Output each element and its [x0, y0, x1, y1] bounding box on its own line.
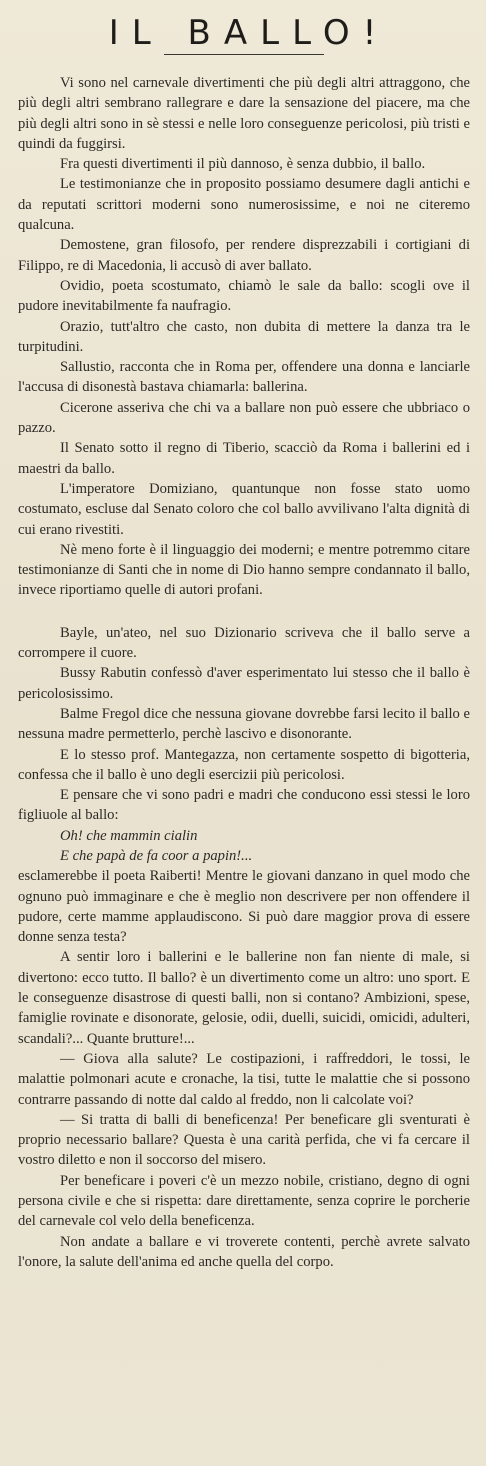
paragraph: Orazio, tutt'altro che casto, non dubita di mettere la danza tra le turpitudini. [18, 318, 470, 355]
paragraph: Sallustio, racconta che in Roma per, offendere una donna e lanciarle l'accusa di disonestà bastava chiamarla: ballerina. [18, 359, 470, 396]
paragraph: Non andate a ballare e vi troverete contenti, perchè avrete salvato l'onore, la salute dell'anima ed anche quella del corpo. [18, 1233, 470, 1270]
paragraph: Cicerone asseriva che chi va a ballare non può essere che ubbriaco o pazzo. [18, 399, 470, 437]
paragraph: Balme Fregol dice che nessuna giovane dovrebbe farsi lecito il ballo e nessuna madre permetterlo, perchè lascivo e disonorante. [18, 705, 470, 743]
paragraph: E pensare che vi sono padri e madri che conducono essi stessi le loro figliuole al ballo: [18, 787, 470, 824]
paragraph: esclamerebbe il poeta Raiberti! Mentre le giovani danzano in quel modo che ognuno può immaginare e che è meglio non descrivere per non offendere il pudore, certe mamme applaudiscono. Si può dare maggior prova di essere donne senza testa? [18, 868, 470, 946]
paragraph: — Si tratta di balli di beneficenza! Per beneficare gli sventurati è proprio necessario ballare? Questa è una carità perfida, che vi fa cercare il vostro diletto e non il soccorso del misero. [18, 1111, 470, 1169]
paragraph: Vi sono nel carnevale divertimenti che più degli altri attraggono, che più degli altri sembrano rallegrare e dare la sensazione del piacere, ma che più degli altri sono in sè stessi e nelle loro conseguenze pericolosi, più tristi e quindi da fuggirsi. [18, 75, 470, 152]
paragraph: L'imperatore Domiziano, quantunque non fosse stato uomo costumato, escluse dal Senato coloro che col ballo avvilivano l'alta dignità di cui erano rivestiti. [18, 480, 470, 538]
section-gap [18, 601, 470, 623]
paragraph: Demostene, gran filosofo, per rendere disprezzabili i cortigiani di Filippo, re di Macedonia, li accusò di aver ballato. [18, 237, 470, 274]
paragraph: Bussy Rabutin confessò d'aver esperimentato lui stesso che il ballo è pericolosissimo. [18, 665, 470, 702]
paragraph: Nè meno forte è il linguaggio dei moderni; e mentre potremmo citare testimonianze di Santi che in nome di Dio hanno sempre condannato il ballo, invece riportiamo quelle di autori profani. [18, 541, 470, 599]
paragraph: Fra questi divertimenti il più dannoso, è senza dubbio, il ballo. [60, 156, 426, 173]
verse-line: E che papà de fa coor a papin!... [60, 847, 253, 864]
paragraph: — Giova alla salute? Le costipazioni, i raffreddori, le tossi, le malattie polmonari acute e cronache, la tisi, tutte le malattie che si possono contrarre passando di notte dal caldo al freddo, non li calcolate voi? [18, 1050, 470, 1108]
paragraph: Per beneficare i poveri c'è un mezzo nobile, cristiano, degno di ogni persona civile e che si rispetta: dare direttamente, senza coprire le porcherie del carnevale col velo della beneficenza. [18, 1172, 470, 1230]
paragraph: E lo stesso prof. Mantegazza, non certamente sospetto di bigotteria, confessa che il ballo è uno degli esercizii più pericolosi. [18, 746, 470, 783]
article-body [18, 73, 470, 1272]
paragraph: Ovidio, poeta scostumato, chiamò le sale da ballo: scogli ove il pudore inevitabilmente fa naufragio. [18, 277, 470, 315]
paragraph: Le testimonianze che in proposito possiamo desumere dagli antichi e da reputati scrittori moderni sono numerosissime, e noi ne citeremo qualcuna. [18, 176, 470, 234]
verse-line: Oh! che mammin cialin [60, 827, 198, 844]
paragraph: Il Senato sotto il regno di Tiberio, scacciò da Roma i ballerini ed i maestri da ballo. [18, 440, 470, 477]
paragraph: A sentir loro i ballerini e le ballerine non fan niente di male, si divertono: ecco tutto. Il ballo? è un divertimento come un altro: uno sport. E le conseguenze disastrose di questi balli, non si contano? Ambizioni, spese, famiglie rovinate e disonorate, gelosie, odii, duelli, suicidi, omicidi, adulteri, scandali?... Quante brutture!... [18, 949, 470, 1047]
page-title: IL BALLO! [108, 13, 390, 53]
paragraph: Bayle, un'ateo, nel suo Dizionario scriveva che il ballo serve a corrompere il cuore. [18, 624, 470, 662]
title-underline [164, 54, 324, 55]
